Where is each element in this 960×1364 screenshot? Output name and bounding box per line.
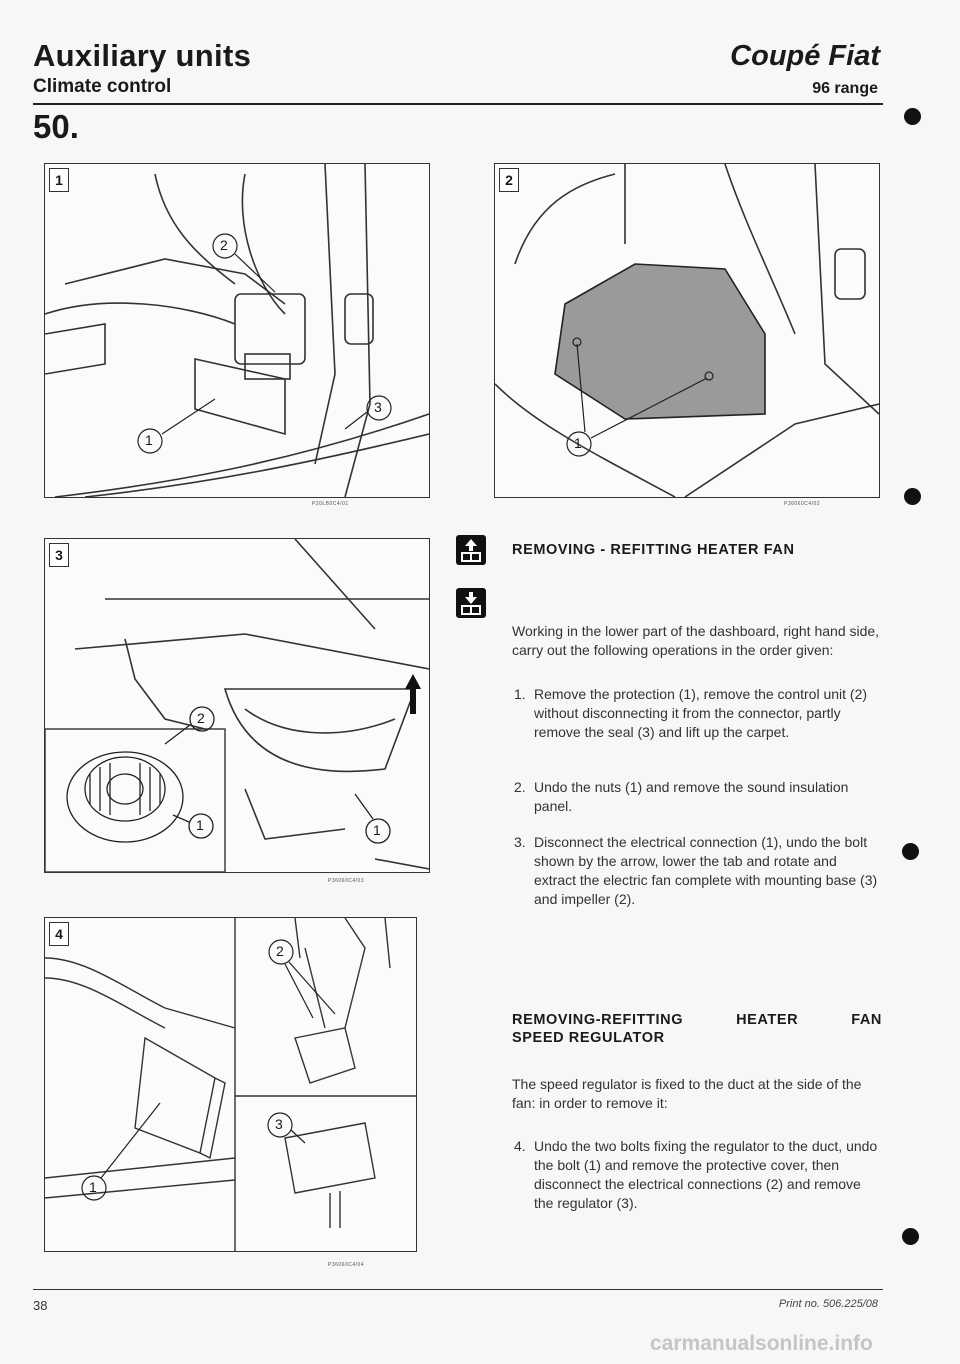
intro-paragraph: Working in the lower part of the dashboard, right hand side, carry out the following operations in the order given:: [512, 623, 880, 658]
step-item: 2. Undo the nuts (1) and remove the sound insulation panel.: [514, 779, 849, 814]
callout-label: 1: [89, 1179, 97, 1195]
watermark: carmanualsonline.info: [650, 1332, 873, 1355]
figure-code: P36060C4/02: [784, 501, 821, 507]
margin-bullet: [904, 108, 921, 125]
margin-bullet: [902, 1228, 919, 1245]
figure-number: 2: [499, 168, 519, 192]
refit-icon: [456, 588, 486, 618]
callout-label: 3: [374, 399, 382, 415]
print-number: Print no. 506.225/08: [778, 1298, 878, 1310]
step-item: 1. Remove the protection (1), remove the control unit (2) without disconnecting it from the connector, partly remove the seal (3) and lift up the carpet.: [514, 686, 868, 740]
section-heading: REMOVING - REFITTING HEATER FAN: [512, 542, 795, 558]
figure-2-illustration: [495, 164, 879, 497]
margin-bullet: [902, 843, 919, 860]
intro-paragraph-2: The speed regulator is fixed to the duct at the side of the fan: in order to remove it:: [512, 1076, 862, 1111]
page-subtitle: Climate control: [33, 76, 172, 97]
section-heading-2-line: SPEED REGULATOR: [512, 1030, 665, 1046]
callout-label: 2: [276, 943, 284, 959]
header-rule: [33, 103, 883, 105]
figure-3: [44, 538, 430, 873]
page-number: 38: [33, 1298, 48, 1313]
callout-label: 1: [373, 822, 381, 838]
brand-title: Coupé Fiat: [730, 40, 880, 72]
callout-label: 3: [275, 1116, 283, 1132]
figure-number: 4: [49, 922, 69, 946]
callout-label: 1: [145, 432, 153, 448]
section-heading-2: REMOVING-REFITTING HEATER FAN: [512, 1012, 882, 1028]
callout-label: 2: [220, 237, 228, 253]
figure-number: 3: [49, 543, 69, 567]
model-range: 96 range: [812, 80, 878, 97]
figure-code: P20LB0C4/01: [312, 501, 349, 507]
step-item: 3. Disconnect the electrical connection (1), undo the bolt shown by the arrow, lower the tab and rotate and extract the electric fan complete with mounting base (3) and impeller (2).: [514, 834, 878, 907]
section-number: 50.: [33, 108, 79, 145]
figure-code: P36060C4/04: [328, 1262, 365, 1268]
callout-label: 1: [196, 817, 204, 833]
callout-label: 2: [197, 710, 205, 726]
remove-icon: [456, 535, 486, 565]
figure-3-illustration: [45, 539, 429, 872]
footer-rule: [33, 1289, 883, 1290]
figure-number: 1: [49, 168, 69, 192]
figure-1: [44, 163, 430, 498]
callout-label: 1: [574, 435, 582, 451]
step-item: 4. Undo the two bolts fixing the regulator to the duct, undo the bolt (1) and remove the protective cover, then disconnect the electrical connections (2) and remove the regulator (3).: [514, 1138, 878, 1211]
figure-4: [44, 917, 417, 1252]
page-title: Auxiliary units: [33, 38, 252, 73]
figure-1-illustration: [45, 164, 429, 497]
figure-code: P36060C4/03: [328, 878, 365, 884]
figure-4-illustration: [45, 918, 416, 1251]
figure-2: [494, 163, 880, 498]
margin-bullet: [904, 488, 921, 505]
